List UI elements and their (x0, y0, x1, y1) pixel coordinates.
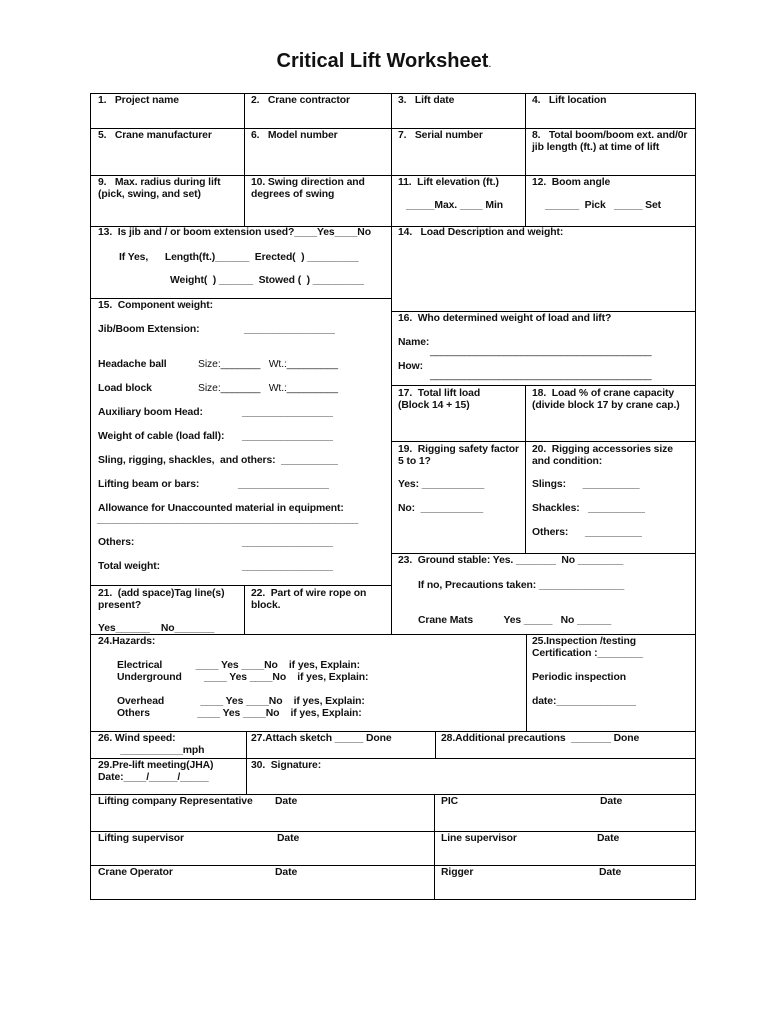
grid-line (246, 731, 247, 794)
grid-line (90, 175, 696, 176)
grid-line (90, 865, 696, 866)
inspection-date[interactable]: date:______________ (532, 696, 636, 707)
load-block-size-weight[interactable]: Size:_______ Wt.:_________ (198, 383, 338, 394)
grid-line (90, 93, 696, 94)
field-28-additional-precautions[interactable]: 28.Additional precautions _______ Done (441, 733, 640, 744)
grid-line (525, 93, 526, 226)
lifting-beam-label: Lifting beam or bars: (98, 479, 200, 490)
grid-line (90, 831, 696, 832)
field-22-wire-rope[interactable]: 22. Part of wire rope on block. (251, 588, 367, 611)
grid-line (435, 731, 436, 758)
hazard-underground[interactable]: Underground ____ Yes ____No if yes, Explain: (117, 672, 369, 683)
field-18-load-percent[interactable]: 18. Load % of crane capacity (divide block 17 by crane cap.) (532, 388, 680, 411)
how-label: How: (398, 361, 423, 372)
cable-weight-label: Weight of cable (load fall): (98, 431, 225, 442)
sig-lifting-company-rep[interactable]: Lifting company Representative (98, 796, 253, 807)
jib-boom-extension-label: Jib/Boom Extension: (98, 324, 200, 335)
grid-line (90, 731, 696, 732)
field-12-boom-angle: 12. Boom angle (532, 177, 611, 188)
grid-line (391, 93, 392, 634)
hazard-electrical[interactable]: Electrical ____ Yes ____No if yes, Explain: (117, 660, 361, 671)
shackles-input[interactable]: Shackles: __________ (532, 503, 645, 514)
tag-lines-yes-no[interactable]: Yes______ No_______ (98, 623, 215, 634)
field-3-lift-date[interactable]: 3. Lift date (398, 95, 455, 106)
slings-input[interactable]: Slings: __________ (532, 479, 640, 490)
load-block-label: Load block (98, 383, 152, 394)
others-label: Others: (98, 537, 135, 548)
field-25-inspection[interactable]: 25.Inspection /testing Certification :________ (532, 636, 643, 659)
periodic-inspection-label: Periodic inspection (532, 672, 626, 683)
field-4-lift-location[interactable]: 4. Lift location (532, 95, 607, 106)
total-weight-label: Total weight: (98, 561, 160, 572)
sig-date[interactable]: Date (597, 833, 620, 844)
field-5-crane-manufacturer[interactable]: 5. Crane manufacturer (98, 130, 212, 141)
field-10-swing-direction[interactable]: 10. Swing direction and degrees of swing (251, 177, 365, 200)
field-26-wind-speed[interactable]: 26. Wind speed: ___________mph (98, 733, 205, 756)
grid-line (90, 758, 696, 759)
jib-boom-extension-input[interactable]: ________________ (244, 324, 335, 335)
sig-lifting-supervisor[interactable]: Lifting supervisor (98, 833, 184, 844)
name-input[interactable]: _______________________________________ (430, 346, 652, 357)
hazard-others[interactable]: Others ____ Yes ____No if yes, Explain: (117, 708, 362, 719)
sig-date[interactable]: Date (275, 796, 298, 807)
how-input[interactable]: _______________________________________ (430, 370, 652, 381)
sig-date[interactable]: Date (600, 796, 623, 807)
field-29-pre-lift-meeting[interactable]: 29.Pre-lift meeting(JHA) Date:____/_____/_____ (98, 760, 214, 783)
field-19-safety-factor: 19. Rigging safety factor 5 to 1? (398, 444, 519, 467)
field-9-max-radius[interactable]: 9. Max. radius during lift (pick, swing, and set) (98, 177, 221, 200)
grid-line (695, 93, 696, 900)
sig-date[interactable]: Date (275, 867, 298, 878)
field-13-jib-extension[interactable]: 13. Is jib and / or boom extension used?____Yes____No (98, 227, 371, 238)
grid-line (90, 585, 392, 586)
precautions-taken[interactable]: If no, Precautions taken: _______________ (418, 580, 625, 591)
sig-line-supervisor[interactable]: Line supervisor (441, 833, 517, 844)
grid-line (391, 311, 696, 312)
field-14-load-description[interactable]: 14. Load Description and weight: (398, 227, 564, 238)
field-6-model-number[interactable]: 6. Model number (251, 130, 338, 141)
grid-line (391, 385, 696, 386)
sling-rigging-shackles[interactable]: Sling, rigging, shackles, and others: __________ (98, 455, 338, 466)
name-label: Name: (398, 337, 430, 348)
headache-ball-label: Headache ball (98, 359, 167, 370)
grid-line (525, 385, 526, 553)
field-1-project-name[interactable]: 1. Project name (98, 95, 179, 106)
grid-line (90, 128, 696, 129)
auxiliary-boom-head-input[interactable]: ________________ (242, 407, 333, 418)
grid-line (434, 794, 435, 899)
safety-factor-yes[interactable]: Yes: ___________ (398, 479, 485, 490)
page-title: Critical Lift Worksheet. (276, 50, 492, 72)
allowance-input[interactable]: ______________________________________________ (97, 514, 359, 525)
rigging-others-input[interactable]: Others: __________ (532, 527, 642, 538)
field-2-crane-contractor[interactable]: 2. Crane contractor (251, 95, 350, 106)
field-15-component-weight: 15. Component weight: (98, 300, 213, 311)
field-7-serial-number[interactable]: 7. Serial number (398, 130, 483, 141)
jib-if-yes-length[interactable]: If Yes, Length(ft.)______ Erected( ) _________ (119, 252, 359, 263)
total-weight-input[interactable]: ________________ (242, 561, 333, 572)
field-21-tag-lines: 21. (add space)Tag line(s) present? (98, 588, 225, 611)
safety-factor-no[interactable]: No: ___________ (398, 503, 484, 514)
field-24-hazards: 24.Hazards: (98, 636, 156, 647)
sig-date[interactable]: Date (599, 867, 622, 878)
grid-line (526, 634, 527, 731)
grid-line (391, 441, 696, 442)
lifting-beam-input[interactable]: ________________ (238, 479, 329, 490)
grid-line (90, 93, 91, 900)
grid-line (90, 899, 696, 900)
sig-pic[interactable]: PIC (441, 796, 459, 807)
cable-weight-input[interactable]: ________________ (242, 431, 333, 442)
field-27-attach-sketch[interactable]: 27.Attach sketch _____ Done (251, 733, 392, 744)
field-23-ground-stable[interactable]: 23. Ground stable: Yes. _______ No ________ (398, 555, 624, 566)
grid-line (90, 298, 392, 299)
others-input[interactable]: ________________ (242, 537, 333, 548)
sig-date[interactable]: Date (277, 833, 300, 844)
boom-angle-blanks[interactable]: ______ Pick _____ Set (545, 200, 662, 211)
lift-elevation-blanks[interactable]: _____Max. ____ Min (406, 200, 503, 211)
jib-weight-stowed[interactable]: Weight( ) ______ Stowed ( ) _________ (170, 275, 364, 286)
sig-crane-operator[interactable]: Crane Operator (98, 867, 173, 878)
grid-line (391, 553, 696, 554)
sig-rigger[interactable]: Rigger (441, 867, 474, 878)
grid-line (90, 794, 696, 795)
field-11-lift-elevation: 11. Lift elevation (ft.) (398, 177, 499, 188)
hazard-overhead[interactable]: Overhead ____ Yes ____No if yes, Explain: (117, 696, 365, 707)
field-30-signature[interactable]: 30. Signature: (251, 760, 322, 771)
field-17-total-lift-load[interactable]: 17. Total lift load (Block 14 + 15) (398, 388, 481, 411)
headache-ball-size-weight[interactable]: Size:_______ Wt.:_________ (198, 359, 338, 370)
crane-mats[interactable]: Crane Mats Yes _____ No ______ (418, 615, 612, 626)
field-16-weight-determined: 16. Who determined weight of load and lift? (398, 313, 612, 324)
auxiliary-boom-head-label: Auxiliary boom Head: (98, 407, 203, 418)
grid-line (244, 93, 245, 226)
allowance-label: Allowance for Unaccounted material in equipment: (98, 503, 344, 514)
field-20-rigging-accessories: 20. Rigging accessories size and condition: (532, 444, 673, 467)
field-8-boom-length[interactable]: 8. Total boom/boom ext. and/0r jib length (ft.) at time of lift (532, 130, 688, 153)
grid-line (244, 585, 245, 634)
